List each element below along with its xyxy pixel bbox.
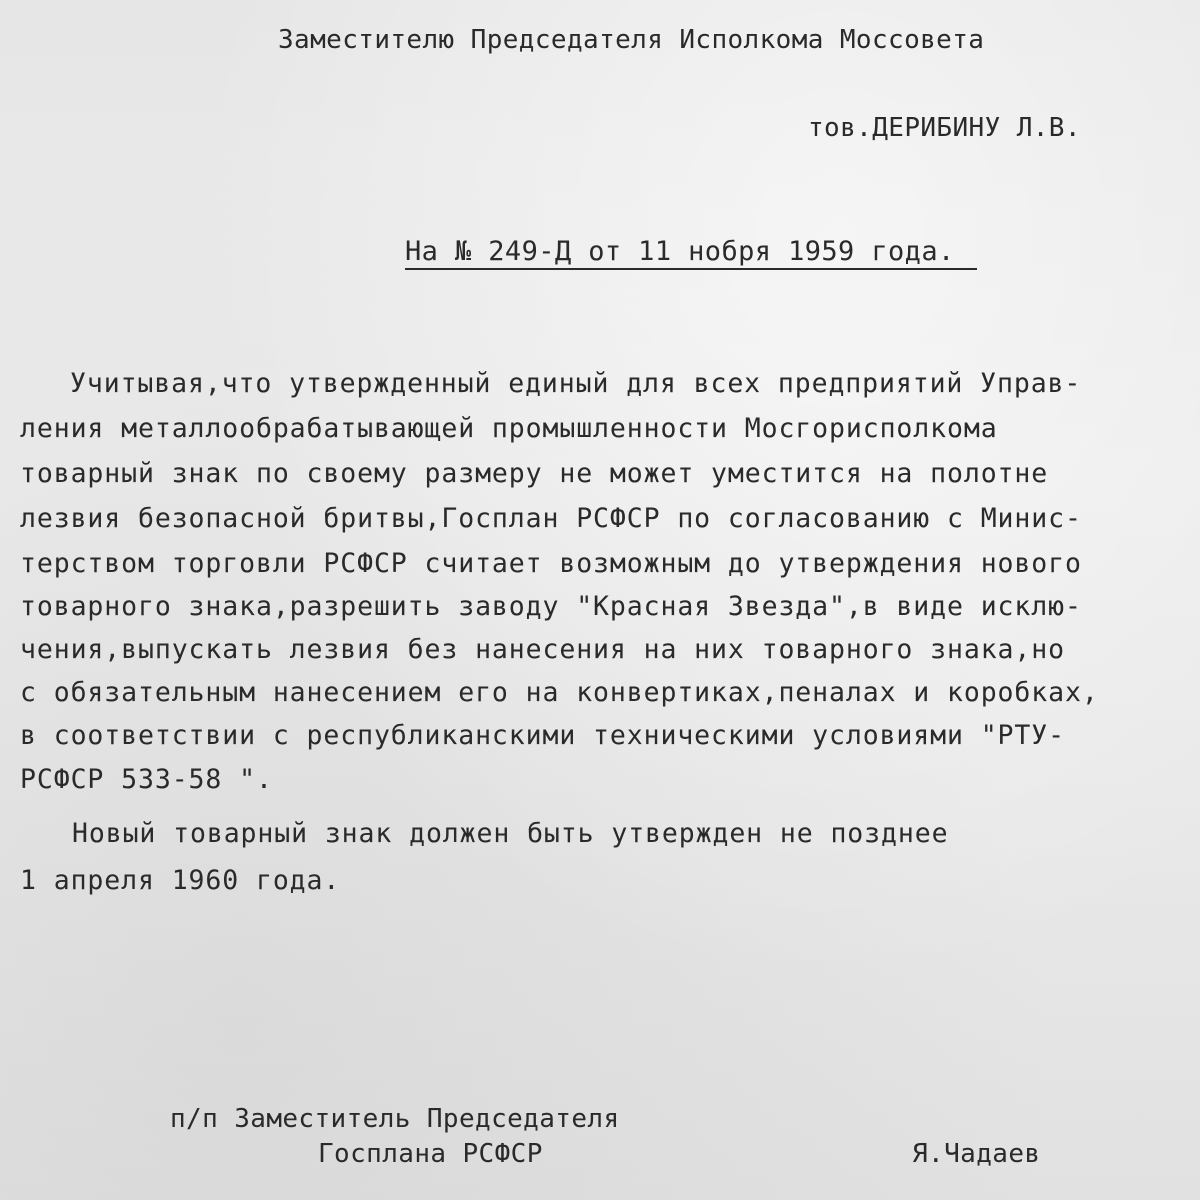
- paragraph-line: в соответствии с республиканскими техническими условиями "РТУ-: [20, 720, 1065, 751]
- paragraph-line: Учитывая,что утвержденный единый для всех предприятий Управ-: [70, 368, 1082, 399]
- paragraph-line: товарный знак по своему размеру не может уместится на полотне: [20, 458, 1049, 489]
- recipient-name: тов.ДЕРИБИНУ Л.В.: [808, 113, 1081, 143]
- paragraph-line: с обязательным нанесением его на конвертиках,пеналах и коробках,: [20, 677, 1099, 708]
- paragraph-line: Новый товарный знак должен быть утвержден не позднее: [72, 818, 949, 849]
- signatory-position: п/п Заместитель Председателя: [170, 1104, 620, 1134]
- paragraph-line: 1 апреля 1960 года.: [20, 865, 341, 896]
- paragraph-line: товарного знака,разрешить заводу "Красная Звезда",в виде исклю-: [20, 591, 1082, 622]
- paragraph-line: ления металлообрабатывающей промышленности Мосгорисполкома: [20, 413, 998, 444]
- addressee-line: Заместителю Председателя Исполкома Моссовета: [278, 25, 985, 55]
- reference-number: На № 249-Д от 11 нобря 1959 года.: [405, 236, 977, 270]
- paragraph-line: лезвия безопасной бритвы,Госплан РСФСР по согласованию с Минис-: [20, 503, 1082, 534]
- paragraph-line: терством торговли РСФСР считает возможным до утверждения нового: [20, 548, 1082, 579]
- signatory-name: Я.Чадаев: [912, 1139, 1041, 1169]
- paragraph-line: РСФСР 533-58 ".: [20, 764, 273, 795]
- signatory-organization: Госплана РСФСР: [318, 1139, 543, 1169]
- paragraph-line: чения,выпускать лезвия без нанесения на них товарного знака,но: [20, 634, 1065, 665]
